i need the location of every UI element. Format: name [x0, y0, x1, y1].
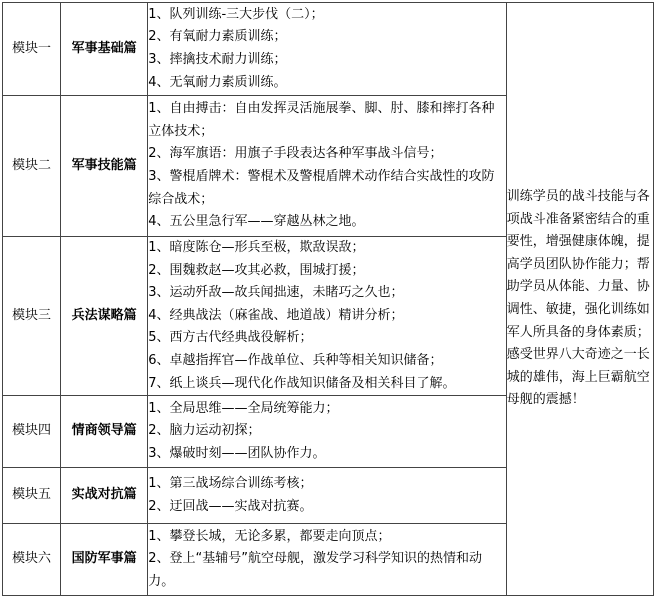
content-item: 2、有氧耐力素质训练； [148, 29, 287, 45]
content-item: 1、暗度陈仓—形兵至极，欺敌误敌； [148, 240, 365, 255]
module-name: 军事技能篇 [61, 96, 148, 237]
content-item: 1、自由搏击：自由发挥灵活施展拳、脚、肘、膝和摔打各种立体技术； [148, 101, 495, 139]
content-item: 3、爆破时刻——团队协作力。 [148, 445, 326, 461]
module-content [148, 237, 507, 396]
content-item: 2、迂回战——实战对抗赛。 [148, 498, 313, 514]
content-item: 1、攀登长城，无论多累，都要走向顶点； [148, 528, 391, 544]
module-content [148, 396, 507, 468]
module-content [148, 468, 507, 524]
content-item: 3、警棍盾牌术：警棍术及警棍盾牌术动作结合实战性的攻防综合战术； [148, 169, 495, 207]
content-item: 2、围魏救赵—攻其必救，围城打援； [148, 262, 365, 278]
training-goal: 训练学员的战斗技能与各项战斗准备紧密结合的重要性，增强健康体魄，提高学员团队协作能力；帮助学员从体能、力量、协调性、敏捷，强化训练如军人所具备的身体素质；感受世界八大奇迹之一长城的雄伟，海上巨霸航空母舰的震撼！ [506, 3, 653, 596]
content-item: 1、队列训练-三大步伐（二）； [148, 6, 324, 22]
content-item: 2、登上“基辅号”航空母舰，激发学习科学知识的热情和动力。 [148, 551, 482, 589]
module-number: 模块三 [3, 237, 61, 396]
content-item: 7、纸上谈兵—现代化作战知识储备及相关科目了解。 [148, 375, 456, 391]
module-content [148, 3, 507, 96]
module-number: 模块二 [3, 96, 61, 237]
content-item: 4、五公里急行军——穿越丛林之地。 [148, 214, 365, 230]
module-content [148, 96, 507, 237]
content-item: 1、全局思维——全局统筹能力； [148, 400, 339, 416]
curriculum-table [2, 2, 654, 596]
content-item: 5、西方古代经典战役解析； [148, 330, 313, 346]
module-number: 模块四 [3, 396, 61, 468]
module-number: 模块六 [3, 524, 61, 596]
content-item: 2、海军旗语：用旗子手段表达各种军事战斗信号； [148, 146, 443, 162]
content-item: 1、第三战场综合训练考核； [148, 476, 313, 492]
table-row [3, 3, 654, 96]
content-item: 3、摔擒技术耐力训练； [148, 52, 287, 67]
module-name: 军事基础篇 [61, 3, 148, 96]
content-item: 6、卓越指挥官—作战单位、兵种等相关知识储备； [148, 352, 443, 368]
module-number: 模块一 [3, 3, 61, 96]
module-name: 实战对抗篇 [61, 468, 148, 524]
content-item: 2、脑力运动初探； [148, 423, 261, 439]
content-item: 3、运动歼敌—故兵闻拙速，未睹巧之久也； [148, 285, 404, 301]
module-number: 模块五 [3, 468, 61, 524]
module-name: 国防军事篇 [61, 524, 148, 596]
content-item: 4、经典战法（麻雀战、地道战）精讲分析； [148, 307, 404, 323]
content-item: 4、无氧耐力素质训练。 [148, 74, 287, 90]
module-name: 兵法谋略篇 [61, 237, 148, 396]
module-content [148, 524, 507, 596]
module-name: 情商领导篇 [61, 396, 148, 468]
